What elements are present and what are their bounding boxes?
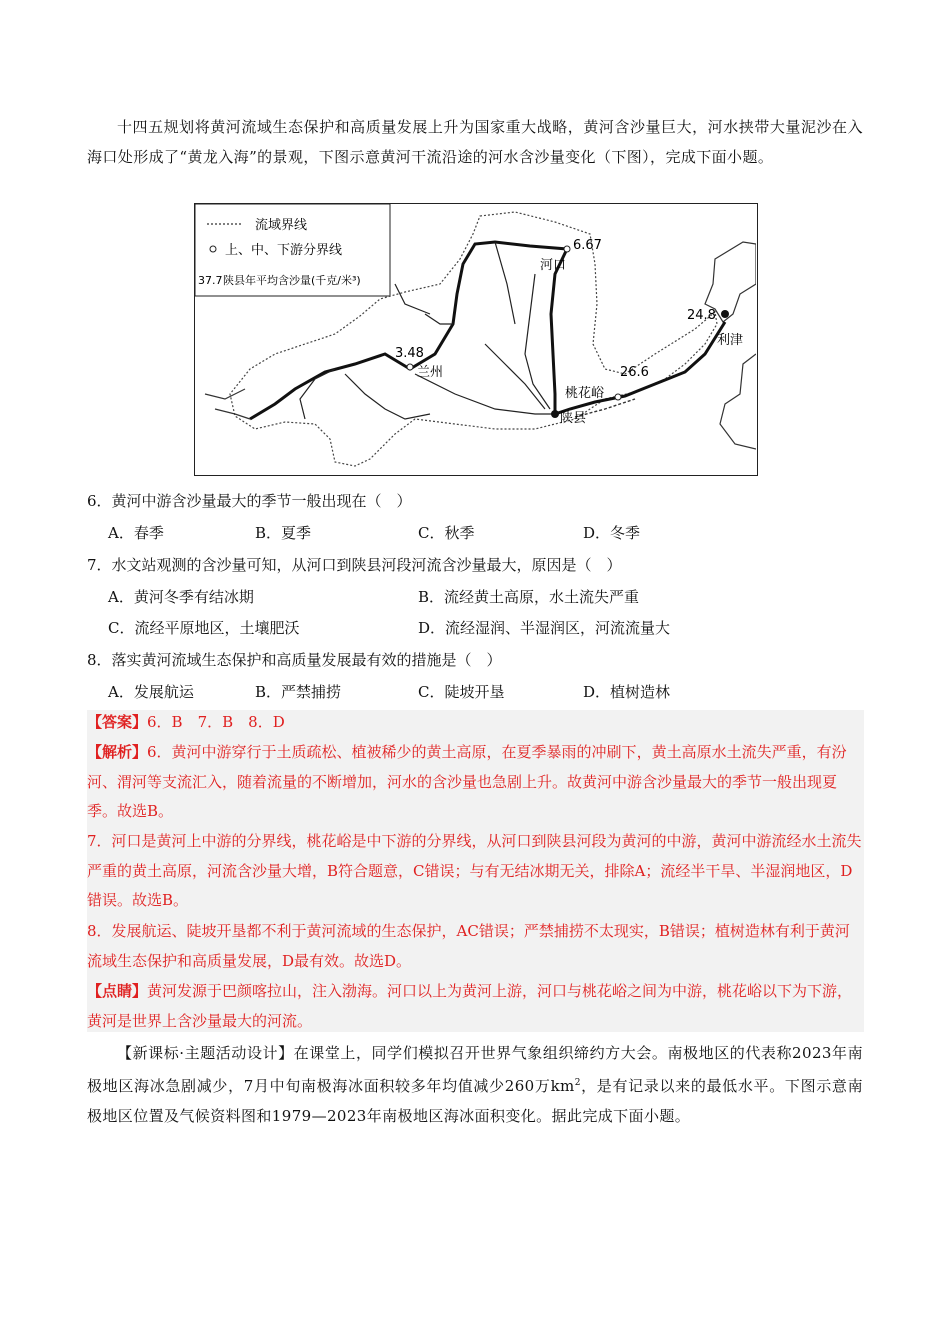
intro2-sup: 2 [574,1078,581,1088]
q8-option-b: B．严禁捕捞 [255,683,342,701]
q6-option-c: C．秋季 [418,524,475,542]
intro2-b: ，是有记录以来的最低水平。下图示意南极地区位置及气候资料图和1979—2023年南极地区海冰面积变化。据此完成下面小题。 [87,1077,863,1125]
legend-divider: 上、中、下游分界线 [225,243,343,258]
question-7: 7．水文站观测的含沙量可知，从河口到陕县河段河流含沙量最大，原因是（ ） [87,556,622,574]
comment-text: 黄河发源于巴颜喀拉山，注入渤海。河口以上为黄河上游，河口与桃花峪之间为中游，桃花峪以下为下游，黄河是世界上含沙量最大的河流。 [87,982,853,1030]
answer-tag: 【答案】 [87,713,148,731]
q7-option-d: D．流经湿润、半湿润区，河流流量大 [418,619,671,637]
q8-option-c: C．陡坡开垦 [418,683,505,701]
comment-tag: 【点睛】 [87,982,148,1000]
intro2-a: 在课堂上，同学们模拟召开世界气象组织缔约方大会。南极地区的代表称2023年南极地区海冰急剧减少，7月中旬南极海冰面积较多年均值减少260万km [87,1044,863,1095]
question-8: 8．落实黄河流域生态保护和高质量发展最有效的措施是（ ） [87,651,502,669]
q7-option-b: B．流经黄土高原，水土流失严重 [418,588,640,606]
lijin-value: 24.8 [687,308,716,323]
shanxian-label: 陕县 [560,411,587,426]
map-figure [195,204,756,474]
comment [87,977,863,1036]
hekou-value: 6.67 [573,238,602,253]
legend-example-value: 37.7 [198,274,223,287]
question-6: 6．黄河中游含沙量最大的季节一般出现在（ ） [87,492,412,510]
q6-option-b: B．夏季 [255,524,312,542]
intro-paragraph: 十四五规划将黄河流域生态保护和高质量发展上升为国家重大战略，黄河含沙量巨大，河水挟带大量泥沙在入海口处形成了“黄龙入海”的景观，下图示意黄河干流沿途的河水含沙量变化（下图），完成下面小题。 [87,118,863,166]
q8-option-a: A．发展航运 [108,683,194,701]
legend-boundary: 流域界线 [255,218,308,233]
answer-line [87,708,863,738]
analysis-6 [87,738,863,827]
lanzhou-label: 兰州 [417,365,444,380]
taohuayu-label: 桃花峪 [565,386,605,401]
analysis-7: 7．河口是黄河上中游的分界线，桃花峪是中下游的分界线，从河口到陕县河段为黄河的中游，黄河中游流经水土流失严重的黄土高原，河流含沙量大增，B符合题意，C错误；与有无结冰期无关，排除A；流经半干旱、半湿润地区，D错误。故选B。 [87,832,862,909]
intro-paragraph-2 [87,1038,863,1131]
lijin-label: 利津 [717,333,744,348]
q7-option-a: A．黄河冬季有结冰期 [108,588,254,606]
hekou-label: 河口 [540,258,567,273]
analysis-6-text: 6．黄河中游穿行于土质疏松、植被稀少的黄土高原，在夏季暴雨的冲刷下，黄土高原水土流失严重，有汾河、渭河等支流汇入，随着流量的不断增加，河水的含沙量也急剧上升。故黄河中游含沙量最大的季节一般出现夏季。故选B。 [87,743,847,820]
q6-option-d: D．冬季 [583,524,641,542]
q7-option-c: C．流经平原地区，土壤肥沃 [108,619,300,637]
lanzhou-value: 3.48 [395,346,424,361]
legend-example-label: 陕县年平均含沙量(千克/米³) [223,274,361,287]
analysis-8: 8．发展航运、陡坡开垦都不利于黄河流域的生态保护，AC错误；严禁捕捞不太现实，B错误；植树造林有利于黄河流域生态保护和高质量发展，D最有效。故选D。 [87,922,850,970]
taohuayu-value: 26.6 [620,365,649,380]
yellow-river-map [194,203,758,476]
answer-text: 6．B 7．B 8．D [147,713,285,731]
intro2-tag: 【新课标·主题活动设计】 [117,1044,294,1062]
q8-option-d: D．植树造林 [583,683,671,701]
q6-option-a: A．春季 [108,524,164,542]
analysis-tag: 【解析】 [87,743,148,761]
